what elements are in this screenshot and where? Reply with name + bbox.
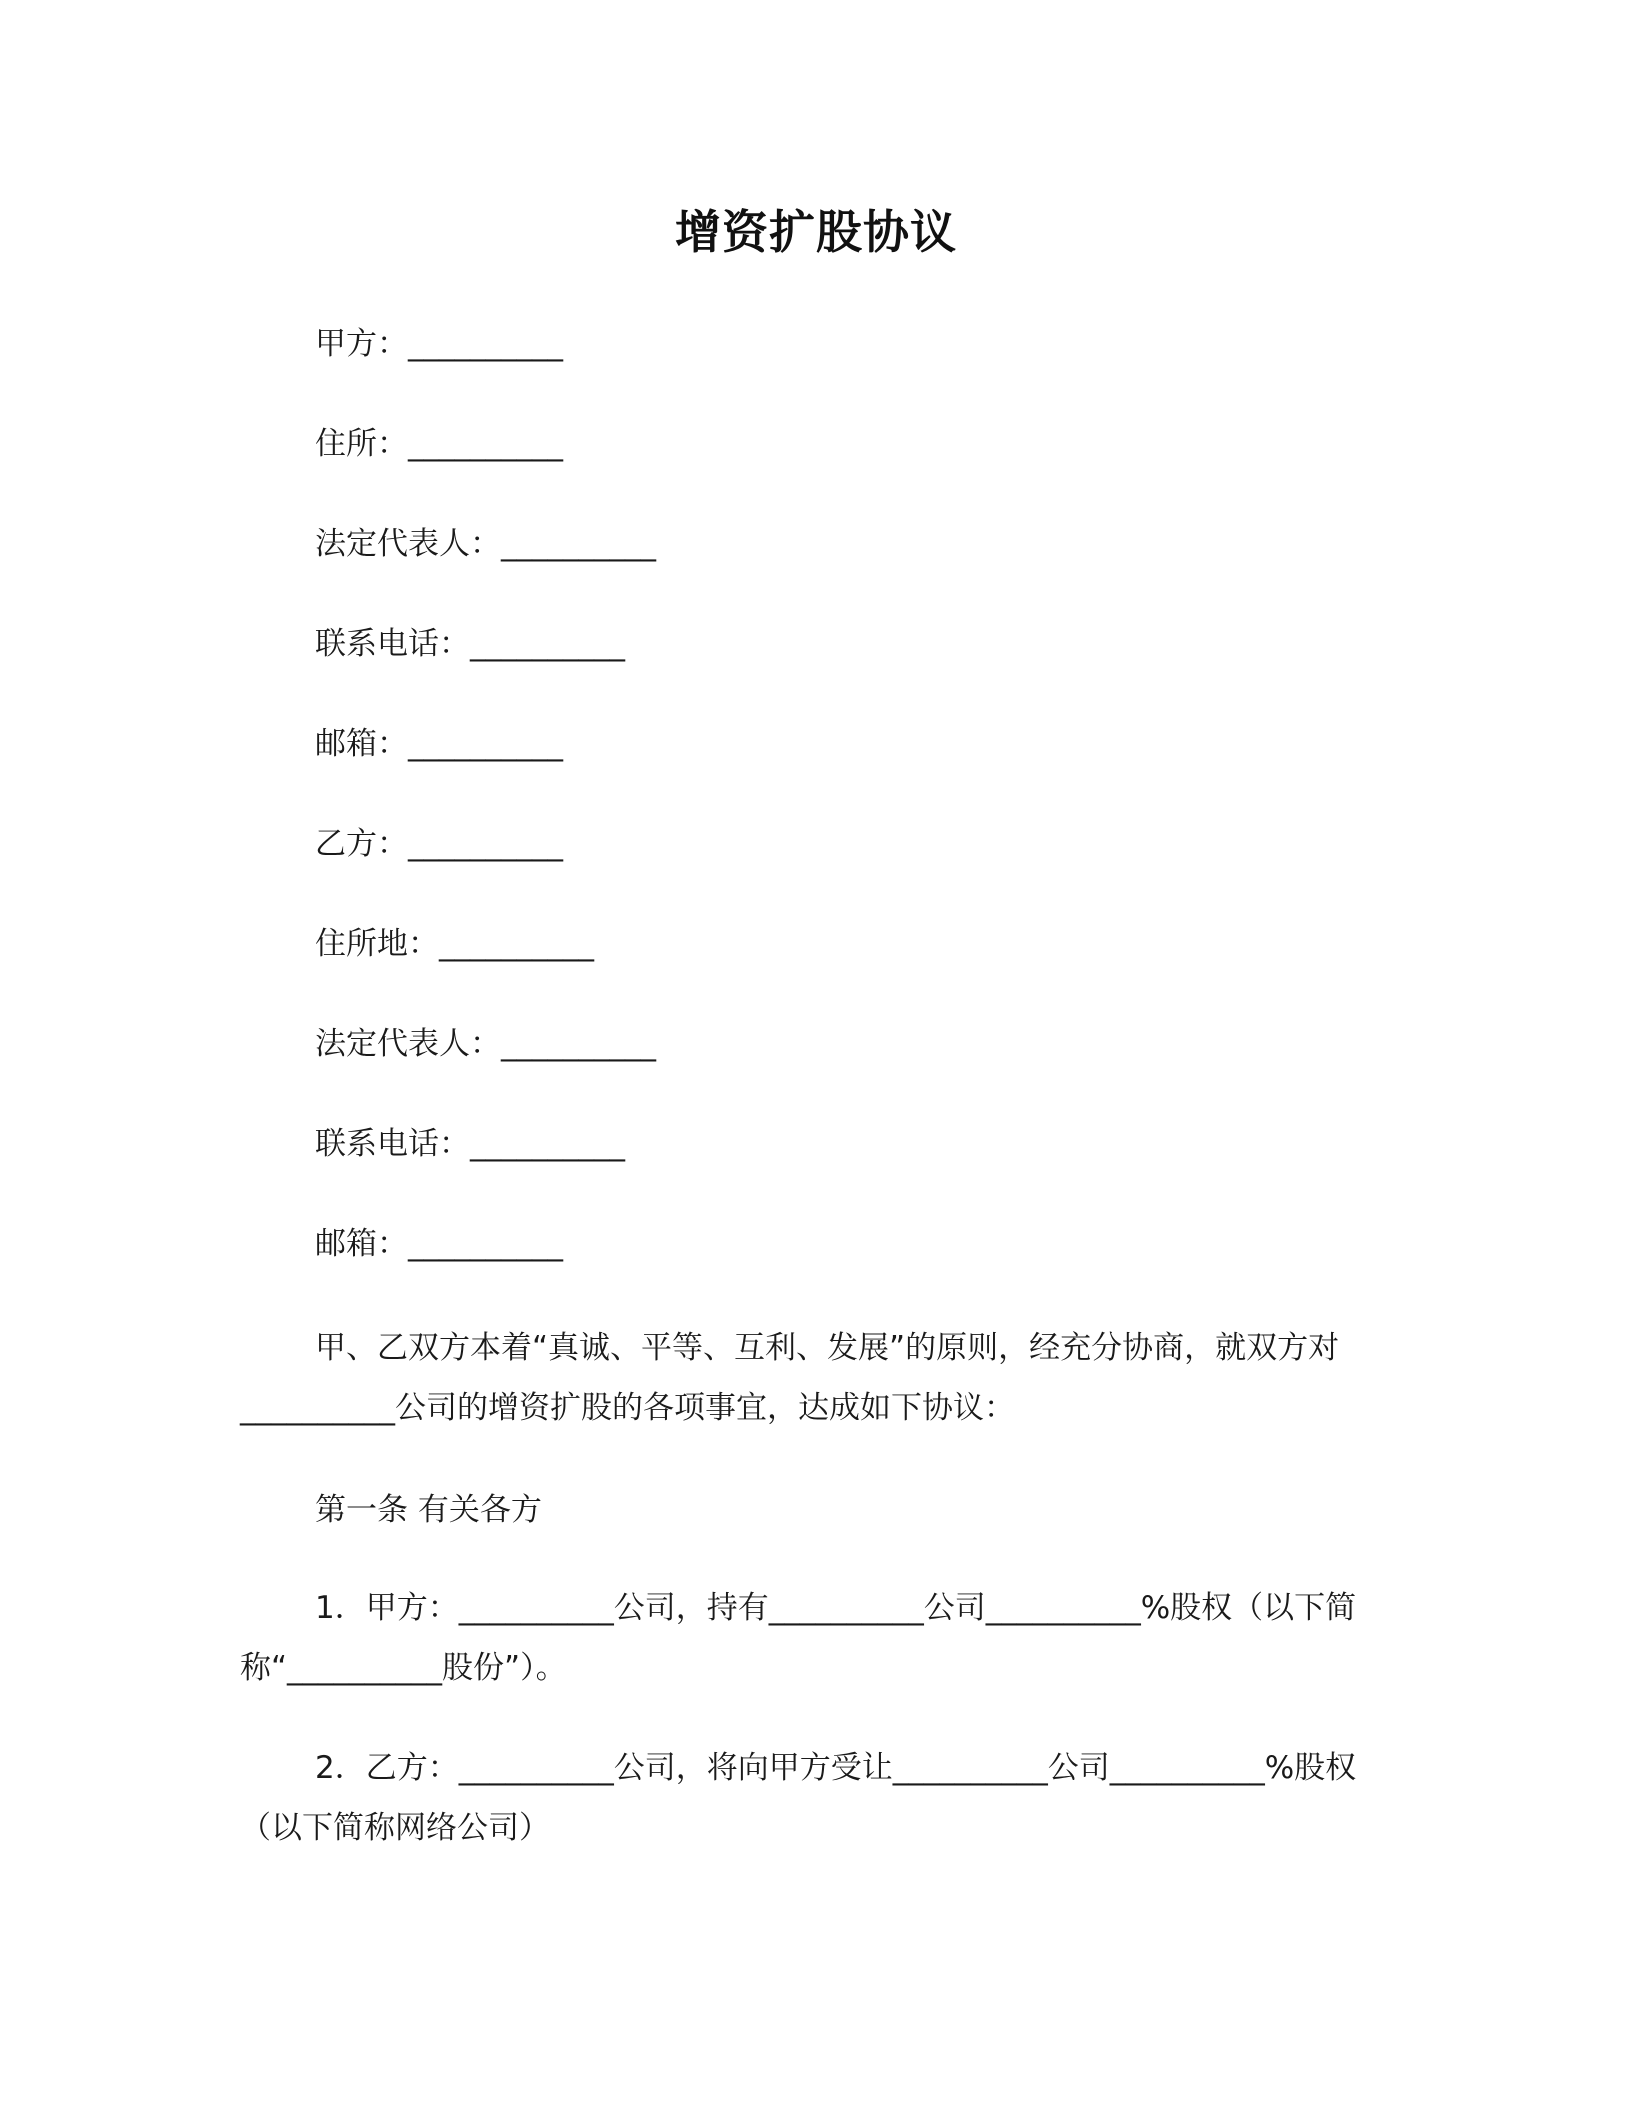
party-b-representative-field: 法定代表人：__________ [315,1026,656,1062]
clause-2-paragraph [240,1738,1365,1858]
party-b-phone-field: 联系电话：__________ [315,1126,625,1162]
party-b-name-field: 乙方：__________ [315,826,563,862]
party-a-name-field: 甲方：__________ [315,326,563,362]
document-title: 增资扩股协议 [675,205,957,259]
clause-2-text: 2．乙方：__________公司，将向甲方受让__________公司__________%股权（以下简称网络公司） [240,1750,1357,1846]
preamble-text: 甲、乙双方本着“真诚、平等、互利、发展”的原则，经充分协商，就双方对__________公司的增资扩股的各项事宜，达成如下协议： [240,1330,1340,1426]
party-a-representative-field: 法定代表人：__________ [315,526,656,562]
preamble-paragraph [240,1318,1365,1438]
party-b-address-field: 住所地：__________ [315,926,594,962]
party-a-address-field: 住所：__________ [315,426,563,462]
party-b-email-field: 邮箱：__________ [315,1226,563,1262]
party-a-phone-field: 联系电话：__________ [315,626,625,662]
article-1-heading: 第一条 有关各方 [315,1492,542,1528]
clause-1-paragraph [240,1578,1365,1698]
party-a-email-field: 邮箱：__________ [315,726,563,762]
clause-1-text: 1．甲方：__________公司，持有__________公司__________%股权（以下简称“__________股份”）。 [240,1590,1357,1686]
